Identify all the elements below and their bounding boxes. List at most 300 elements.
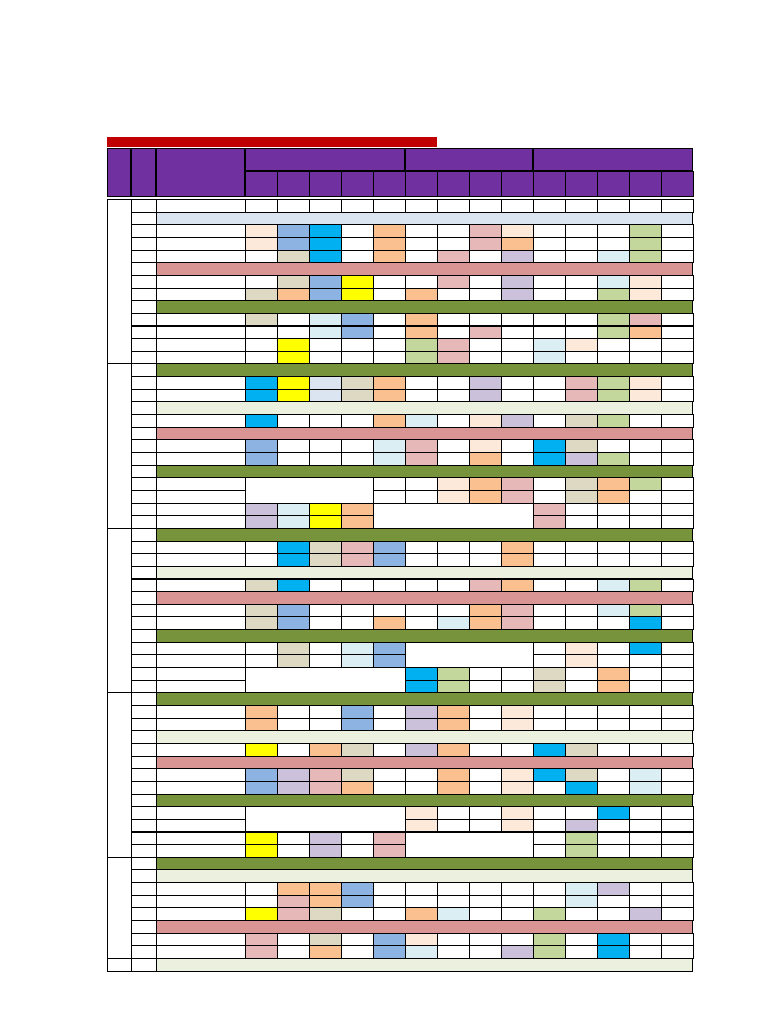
schedule-cell [629, 376, 662, 390]
schedule-cell [533, 680, 566, 694]
schedule-cell [373, 541, 406, 555]
class-name-cell [156, 616, 246, 630]
schedule-cell [565, 439, 598, 453]
schedule-cell [501, 490, 534, 504]
header-subject-5 [373, 171, 406, 197]
schedule-cell [437, 579, 470, 593]
schedule-cell [469, 439, 502, 453]
schedule-cell [341, 199, 374, 213]
schedule-cell [533, 275, 566, 289]
schedule-cell [597, 604, 630, 618]
period-cell [131, 629, 157, 643]
period-cell [131, 363, 157, 377]
schedule-cell [309, 616, 342, 630]
schedule-cell [405, 616, 438, 630]
schedule-cell [533, 414, 566, 428]
class-name-cell [156, 338, 246, 352]
schedule-cell [245, 832, 278, 846]
header-group-2 [405, 148, 533, 171]
schedule-cell [373, 224, 406, 238]
schedule-cell [437, 224, 470, 238]
section-band [156, 857, 693, 871]
schedule-cell [437, 680, 470, 694]
schedule-cell [661, 515, 694, 529]
schedule-cell [469, 376, 502, 390]
period-cell [131, 680, 157, 694]
schedule-cell [309, 579, 342, 593]
schedule-cell [629, 945, 662, 959]
schedule-cell [405, 907, 438, 921]
schedule-cell [661, 945, 694, 959]
schedule-cell [405, 376, 438, 390]
class-name-cell [156, 389, 246, 403]
schedule-cell [533, 781, 566, 795]
schedule-cell [501, 250, 534, 264]
schedule-cell [373, 768, 406, 782]
schedule-cell [245, 326, 278, 340]
schedule-cell [629, 680, 662, 694]
schedule-cell [565, 452, 598, 466]
schedule-cell [629, 351, 662, 365]
period-cell [131, 326, 157, 340]
schedule-cell [437, 616, 470, 630]
schedule-cell [501, 579, 534, 593]
schedule-cell [565, 389, 598, 403]
section-band [156, 401, 693, 415]
schedule-cell [565, 515, 598, 529]
schedule-cell [661, 288, 694, 302]
schedule-cell [437, 389, 470, 403]
schedule-cell [469, 288, 502, 302]
class-name-cell [156, 705, 246, 719]
period-cell [131, 288, 157, 302]
schedule-cell [501, 806, 534, 820]
schedule-cell [373, 642, 406, 656]
merged-empty-block [405, 832, 534, 858]
class-name-cell [156, 414, 246, 428]
schedule-cell [309, 288, 342, 302]
schedule-cell [341, 338, 374, 352]
schedule-cell [629, 503, 662, 517]
schedule-cell [277, 882, 310, 896]
schedule-cell [629, 326, 662, 340]
schedule-cell [437, 667, 470, 681]
schedule-cell [405, 933, 438, 947]
schedule-cell [565, 781, 598, 795]
schedule-cell [661, 553, 694, 567]
schedule-cell [629, 654, 662, 668]
schedule-cell [373, 338, 406, 352]
section-band [156, 794, 693, 808]
schedule-cell [469, 338, 502, 352]
schedule-cell [277, 275, 310, 289]
class-name-cell [156, 439, 246, 453]
schedule-cell [533, 945, 566, 959]
schedule-cell [533, 654, 566, 668]
schedule-cell [597, 250, 630, 264]
schedule-cell [597, 389, 630, 403]
period-cell [131, 465, 157, 479]
schedule-cell [661, 579, 694, 593]
schedule-cell [341, 288, 374, 302]
schedule-cell [629, 616, 662, 630]
schedule-cell [437, 819, 470, 833]
schedule-cell [341, 541, 374, 555]
schedule-cell [565, 844, 598, 858]
day-block-6 [107, 958, 132, 972]
schedule-cell [277, 452, 310, 466]
schedule-cell [533, 718, 566, 732]
schedule-cell [565, 376, 598, 390]
schedule-cell [597, 832, 630, 846]
period-cell [131, 566, 157, 580]
schedule-cell [373, 743, 406, 757]
schedule-cell [373, 553, 406, 567]
schedule-cell [437, 199, 470, 213]
class-name-cell [156, 237, 246, 251]
schedule-cell [405, 819, 438, 833]
schedule-cell [597, 933, 630, 947]
schedule-cell [277, 654, 310, 668]
schedule-cell [469, 477, 502, 491]
class-name-cell [156, 490, 246, 504]
day-block-2 [107, 363, 132, 528]
day-block-4 [107, 692, 132, 857]
schedule-cell [533, 768, 566, 782]
schedule-cell [245, 654, 278, 668]
schedule-cell [341, 743, 374, 757]
schedule-cell [277, 376, 310, 390]
period-cell [131, 844, 157, 858]
schedule-cell [629, 882, 662, 896]
schedule-cell [597, 224, 630, 238]
class-name-cell [156, 288, 246, 302]
header-subject-9 [501, 171, 534, 197]
schedule-cell [597, 414, 630, 428]
schedule-cell [245, 553, 278, 567]
schedule-cell [565, 250, 598, 264]
schedule-cell [565, 705, 598, 719]
period-cell [131, 224, 157, 238]
schedule-cell [469, 389, 502, 403]
schedule-cell [661, 781, 694, 795]
schedule-cell [277, 338, 310, 352]
schedule-cell [437, 338, 470, 352]
schedule-cell [501, 768, 534, 782]
schedule-cell [661, 452, 694, 466]
schedule-cell [341, 452, 374, 466]
schedule-cell [437, 718, 470, 732]
schedule-cell [597, 743, 630, 757]
schedule-cell [629, 224, 662, 238]
schedule-cell [277, 832, 310, 846]
class-name-cell [156, 945, 246, 959]
header-subject-6 [405, 171, 438, 197]
schedule-cell [277, 414, 310, 428]
schedule-cell [661, 642, 694, 656]
schedule-cell [277, 768, 310, 782]
schedule-cell [277, 844, 310, 858]
schedule-cell [565, 743, 598, 757]
period-cell [131, 743, 157, 757]
schedule-cell [661, 832, 694, 846]
schedule-cell [373, 313, 406, 327]
class-name-cell [156, 680, 246, 694]
schedule-cell [245, 199, 278, 213]
header-period-column [131, 148, 156, 197]
day-block-3 [107, 528, 132, 693]
period-cell [131, 882, 157, 896]
class-name-cell [156, 819, 246, 833]
schedule-cell [501, 338, 534, 352]
schedule-cell [661, 604, 694, 618]
section-band [156, 262, 693, 276]
schedule-cell [661, 933, 694, 947]
period-cell [131, 452, 157, 466]
schedule-cell [661, 680, 694, 694]
period-cell [131, 718, 157, 732]
merged-empty-block [245, 806, 406, 832]
period-cell [131, 300, 157, 314]
schedule-cell [501, 376, 534, 390]
schedule-cell [661, 616, 694, 630]
schedule-cell [373, 439, 406, 453]
schedule-cell [501, 616, 534, 630]
schedule-cell [405, 680, 438, 694]
header-day-column [107, 148, 131, 197]
schedule-cell [661, 819, 694, 833]
schedule-cell [373, 654, 406, 668]
schedule-cell [437, 477, 470, 491]
schedule-cell [405, 604, 438, 618]
schedule-cell [405, 414, 438, 428]
schedule-cell [565, 819, 598, 833]
schedule-cell [309, 781, 342, 795]
schedule-cell [245, 781, 278, 795]
schedule-cell [661, 237, 694, 251]
class-name-cell [156, 326, 246, 340]
schedule-cell [245, 882, 278, 896]
schedule-cell [565, 832, 598, 846]
schedule-cell [277, 389, 310, 403]
schedule-cell [661, 439, 694, 453]
schedule-cell [469, 819, 502, 833]
schedule-cell [629, 237, 662, 251]
schedule-cell [629, 490, 662, 504]
schedule-cell [533, 439, 566, 453]
period-cell [131, 275, 157, 289]
period-cell [131, 503, 157, 517]
schedule-cell [405, 579, 438, 593]
schedule-cell [533, 667, 566, 681]
schedule-cell [597, 275, 630, 289]
schedule-cell [245, 275, 278, 289]
schedule-cell [245, 743, 278, 757]
schedule-cell [245, 376, 278, 390]
schedule-cell [373, 895, 406, 909]
period-cell [131, 401, 157, 415]
header-group-3 [533, 148, 693, 171]
period-cell [131, 756, 157, 770]
schedule-cell [405, 452, 438, 466]
class-name-cell [156, 376, 246, 390]
schedule-cell [309, 844, 342, 858]
schedule-cell [341, 933, 374, 947]
schedule-cell [469, 882, 502, 896]
schedule-cell [373, 199, 406, 213]
schedule-cell [661, 199, 694, 213]
schedule-cell [629, 477, 662, 491]
schedule-cell [341, 781, 374, 795]
period-cell [131, 553, 157, 567]
schedule-cell [245, 351, 278, 365]
class-name-cell [156, 515, 246, 529]
schedule-cell [469, 781, 502, 795]
schedule-cell [309, 768, 342, 782]
schedule-cell [501, 718, 534, 732]
schedule-cell [629, 288, 662, 302]
schedule-cell [597, 477, 630, 491]
schedule-cell [565, 882, 598, 896]
schedule-cell [565, 338, 598, 352]
section-band [156, 300, 693, 314]
schedule-cell [469, 199, 502, 213]
schedule-cell [661, 768, 694, 782]
class-name-cell [156, 844, 246, 858]
schedule-cell [341, 642, 374, 656]
schedule-cell [597, 654, 630, 668]
class-name-cell [156, 477, 246, 491]
schedule-cell [501, 439, 534, 453]
schedule-cell [661, 490, 694, 504]
schedule-cell [597, 439, 630, 453]
schedule-cell [533, 490, 566, 504]
schedule-cell [533, 224, 566, 238]
section-band [156, 756, 693, 770]
period-cell [131, 768, 157, 782]
schedule-cell [277, 895, 310, 909]
period-cell [131, 654, 157, 668]
schedule-cell [373, 718, 406, 732]
period-cell [131, 692, 157, 706]
schedule-cell [245, 414, 278, 428]
schedule-cell [309, 945, 342, 959]
schedule-cell [597, 667, 630, 681]
schedule-cell [565, 351, 598, 365]
period-cell [131, 313, 157, 327]
section-band [156, 730, 693, 744]
schedule-cell [565, 579, 598, 593]
schedule-cell [437, 895, 470, 909]
period-cell [131, 351, 157, 365]
period-cell [131, 604, 157, 618]
schedule-cell [533, 313, 566, 327]
schedule-cell [277, 718, 310, 732]
schedule-cell [629, 642, 662, 656]
section-band [156, 692, 693, 706]
schedule-cell [277, 933, 310, 947]
schedule-cell [629, 313, 662, 327]
period-cell [131, 806, 157, 820]
schedule-cell [661, 250, 694, 264]
schedule-cell [245, 907, 278, 921]
period-cell [131, 439, 157, 453]
schedule-cell [469, 667, 502, 681]
schedule-cell [245, 389, 278, 403]
schedule-cell [629, 718, 662, 732]
section-band [156, 591, 693, 605]
schedule-cell [373, 250, 406, 264]
class-name-cell [156, 654, 246, 668]
schedule-cell [629, 414, 662, 428]
schedule-cell [565, 237, 598, 251]
schedule-cell [661, 907, 694, 921]
schedule-cell [661, 275, 694, 289]
schedule-cell [277, 553, 310, 567]
class-name-cell [156, 907, 246, 921]
schedule-cell [373, 781, 406, 795]
schedule-cell [501, 819, 534, 833]
schedule-cell [597, 515, 630, 529]
schedule-cell [309, 250, 342, 264]
schedule-cell [629, 743, 662, 757]
schedule-cell [341, 275, 374, 289]
schedule-cell [661, 541, 694, 555]
period-cell [131, 819, 157, 833]
schedule-cell [309, 882, 342, 896]
schedule-cell [533, 503, 566, 517]
schedule-cell [501, 667, 534, 681]
schedule-cell [629, 819, 662, 833]
period-cell [131, 250, 157, 264]
period-cell [131, 895, 157, 909]
schedule-cell [565, 326, 598, 340]
schedule-cell [661, 654, 694, 668]
schedule-cell [277, 781, 310, 795]
schedule-cell [533, 895, 566, 909]
schedule-cell [373, 490, 406, 504]
schedule-cell [501, 541, 534, 555]
schedule-cell [277, 743, 310, 757]
schedule-cell [373, 288, 406, 302]
schedule-cell [661, 806, 694, 820]
schedule-cell [373, 376, 406, 390]
class-name-cell [156, 642, 246, 656]
header-subject-2 [277, 171, 310, 197]
schedule-cell [341, 237, 374, 251]
schedule-cell [405, 439, 438, 453]
schedule-cell [629, 553, 662, 567]
header-subject-14 [661, 171, 694, 197]
schedule-cell [405, 326, 438, 340]
schedule-cell [373, 351, 406, 365]
schedule-cell [245, 503, 278, 517]
schedule-cell [533, 250, 566, 264]
schedule-cell [501, 275, 534, 289]
class-name-cell [156, 806, 246, 820]
schedule-cell [501, 604, 534, 618]
schedule-cell [469, 313, 502, 327]
schedule-cell [565, 616, 598, 630]
schedule-cell [629, 541, 662, 555]
schedule-cell [597, 616, 630, 630]
schedule-cell [629, 338, 662, 352]
schedule-cell [629, 768, 662, 782]
schedule-cell [245, 452, 278, 466]
schedule-cell [437, 768, 470, 782]
schedule-cell [597, 503, 630, 517]
schedule-cell [245, 642, 278, 656]
